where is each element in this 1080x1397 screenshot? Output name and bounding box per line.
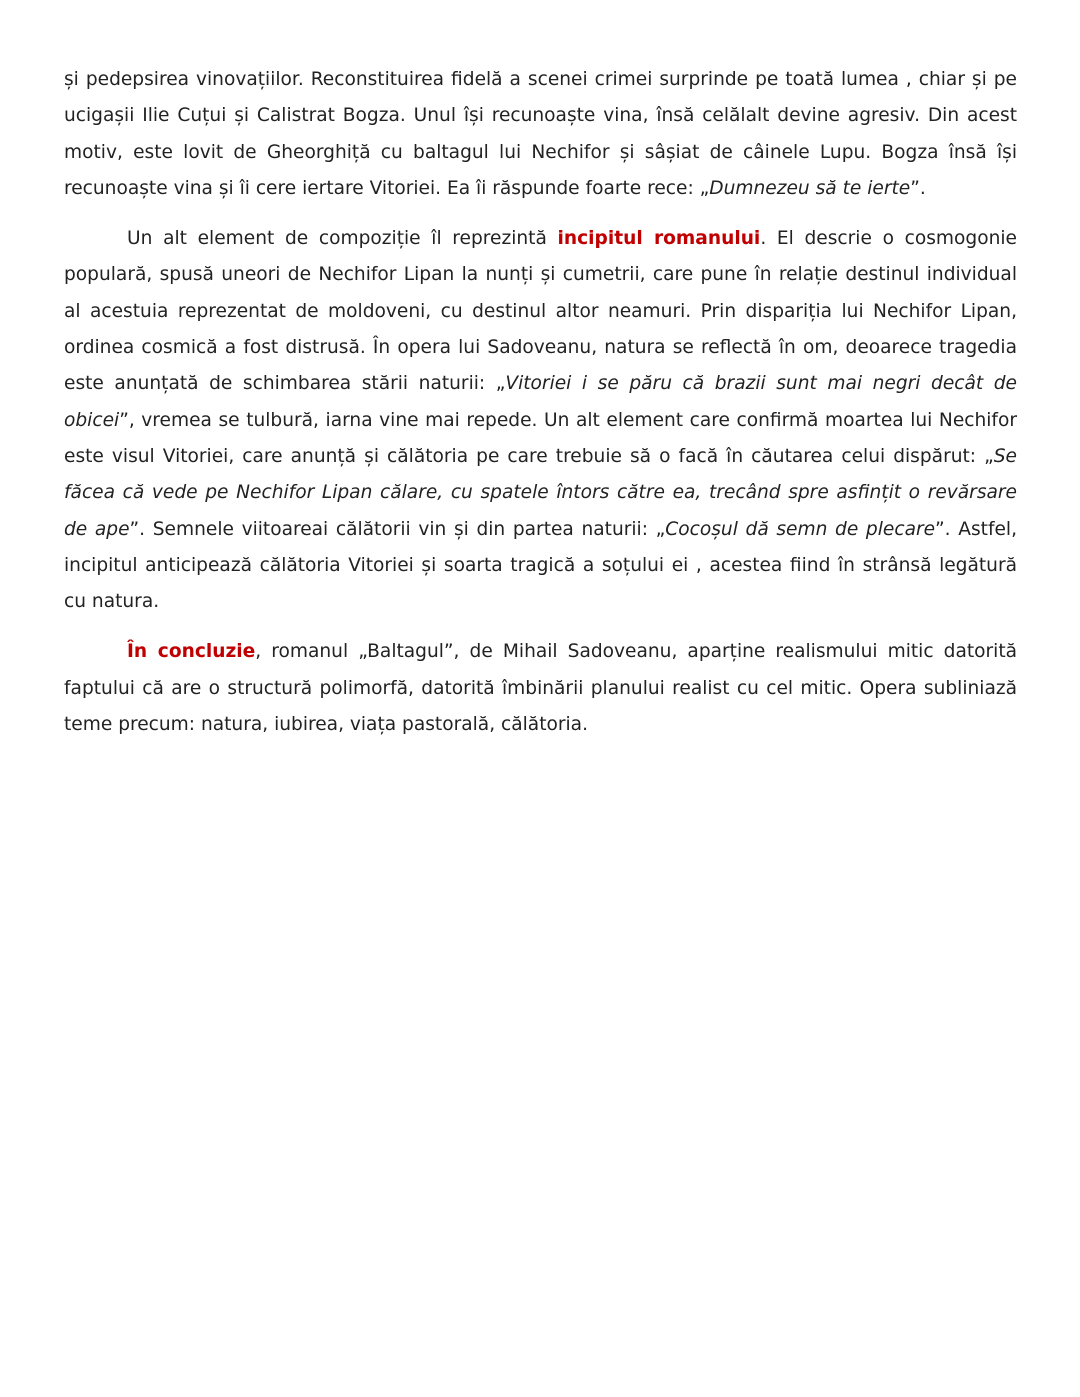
paragraph-p1 [64,62,1017,207]
text-segment: ”. Astfel, incipitul anticipează călătoria Vitoriei și soarta tragică a soțului ei , acestea fiind în strânsă legătură cu natura. [64,518,1018,613]
text-segment: , romanul „Baltagul”, de Mihail Sadoveanu, aparține realismului mitic datorită faptului că are o structură polimorfă, datorită îmbinării planului realist cu cel mitic. Opera subliniază teme precum: natura, iubirea, viața pastorală, călătoria. [64,641,1017,736]
quote-segment: Dumnezeu să te ierte [709,177,911,199]
document-page [64,62,1017,757]
text-segment: Un alt element de compoziție îl reprezintă [127,228,558,250]
text-segment: ”, vremea se tulbură, iarna vine mai repede. Un alt element care confirmă moartea lui Nechifor este visul Vitoriei, care anunță și călătoria pe care trebuie să o facă în căutarea celui dispărut: „ [64,409,1017,467]
paragraph-p3 [64,634,1017,743]
text-segment: ”. Semnele viitoareai călătorii vin și din partea naturii: „ [129,518,666,540]
text-segment: și pedepsirea vinovațiilor. Reconstituirea fidelă a scenei crimei surprinde pe toată lumea , chiar și pe ucigașii Ilie Cuțui și Calistrat Bogza. Unul își recunoaște vina, însă celălalt devine agresiv. Din acest motiv, este lovit de Gheorghiță cu baltagul lui Nechifor și sâșiat de câinele Lupu. Bogza însă își recunoaște vina și îi cere iertare Vitoriei. Ea îi răspunde foarte rece: „ [64,69,1017,199]
highlight-segment: incipitul romanului [557,228,761,250]
text-segment: ”. [910,177,926,199]
highlight-segment: În concluzie [127,641,256,663]
quote-segment: Vitoriei i se păru că brazii sunt mai negri decât de obicei [64,373,1017,431]
text-segment: . El descrie o cosmogonie populară, spusă uneori de Nechifor Lipan la nunți și cumetrii, care pune în relație destinul individual al acestuia reprezentat de moldoveni, cu destinul altor neamuri. Prin dispariția lui Nechifor Lipan, ordinea cosmică a fost distrusă. În opera lui Sadoveanu, natura se reflectă în om, deoarece tragedia este anunțată de schimbarea stării naturii: „ [64,228,1017,395]
paragraph-p2 [64,221,1017,620]
quote-segment: Cocoșul dă semn de plecare [665,518,936,540]
quote-segment: Se făcea că vede pe Nechifor Lipan călare, cu spatele întors către ea, trecând spre asfințit o revărsare de ape [64,445,1017,540]
